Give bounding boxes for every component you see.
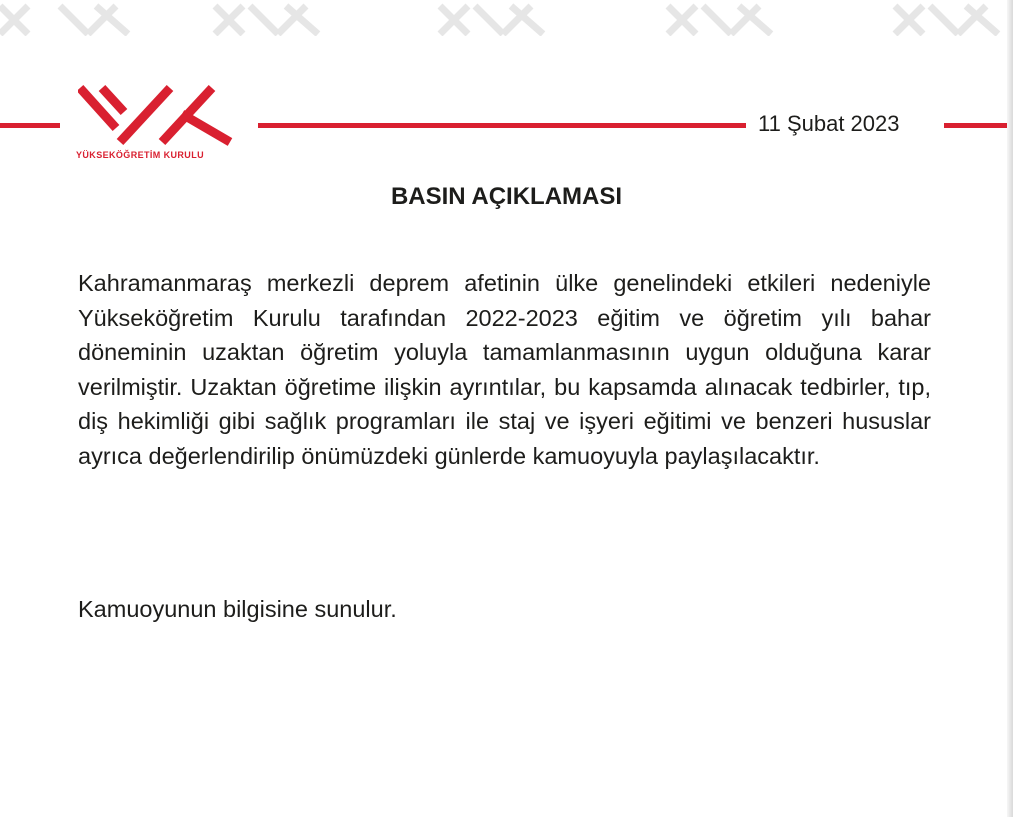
page-edge-shadow [1007, 0, 1013, 817]
body-paragraph-1: Kahramanmaraş merkezli deprem afetinin ülke genelindeki etkileri nedeniyle Yükseköğretim Kurulu tarafından 2022-2023 eğitim ve öğretim yılı bahar döneminin uzaktan öğretim yoluyla tamamlanmasının uygun olduğuna karar verilmiştir. Uzaktan öğretime ilişkin ayrıntılar, bu kapsamda alınacak tedbirler, tıp, diş hekimliği gibi sağlık programları ile staj ve işyeri eğitimi ve benzeri hususlar ayrıca değerlendirilip önümüzdeki günlerde kamuoyuyla paylaşılacaktır. [78, 270, 931, 469]
header-rule-left [0, 123, 60, 128]
yok-logo [78, 84, 240, 146]
document-title: BASIN AÇIKLAMASI [390, 183, 623, 210]
body-paragraph-2: Kamuoyunun bilgisine sunulur. [78, 596, 397, 622]
document-date: 11 Şubat 2023 [758, 111, 900, 136]
header-rule-right [944, 123, 1013, 128]
header-pattern [0, 0, 1013, 36]
logo-text: YÜKSEKÖĞRETİM KURULU [76, 150, 205, 160]
header-rule-center [258, 123, 746, 128]
